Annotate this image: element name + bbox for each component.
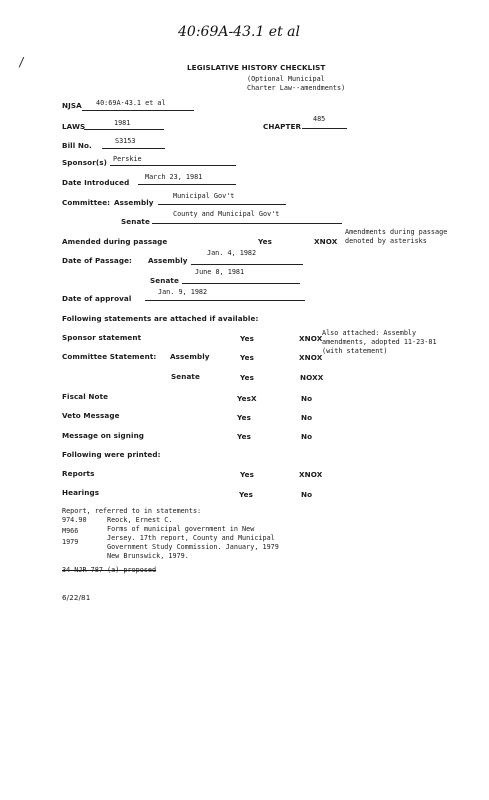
call-number-1: 974.90 <box>62 516 87 524</box>
njsa-value: 40:69A-43.1 et al <box>96 99 166 107</box>
amended-note-2: denoted by asterisks <box>345 237 427 245</box>
committee-label: Committee: <box>62 198 111 207</box>
veto-message-no: No <box>301 413 313 422</box>
fiscal-note-no: No <box>301 394 313 403</box>
signing-message-label: Message on signing <box>62 431 145 440</box>
approval-label: Date of approval <box>62 294 132 303</box>
sponsor-statement-no: XNOX <box>299 334 323 343</box>
veto-message-yes: Yes <box>237 413 251 422</box>
date-introduced-value: March 23, 1981 <box>145 173 203 181</box>
committee-assembly-underline <box>158 204 286 205</box>
amended-label: Amended during passage <box>62 237 168 246</box>
citation-line-5: New Brunswick, 1979. <box>107 552 189 560</box>
printed-header: Following were printed: <box>62 450 161 459</box>
margin-mark: / <box>18 55 26 69</box>
committee-statement-senate-label: Senate <box>171 372 200 381</box>
page-title: LEGISLATIVE HISTORY CHECKLIST <box>187 63 326 72</box>
passage-assembly-value: Jan. 4, 1982 <box>207 249 257 257</box>
date-introduced-label: Date Introduced <box>62 178 130 187</box>
committee-senate-value: County and Municipal Gov't <box>173 210 280 218</box>
citation-line-2: Forms of municipal government in New <box>107 525 255 533</box>
citation-line-1: Reock, Ernest C. <box>107 516 173 524</box>
laws-label: LAWS <box>62 122 86 131</box>
also-attached-2: amendments, adopted 11-23-81 <box>322 338 437 346</box>
signing-message-no: No <box>301 432 313 441</box>
committee-statement-assembly-label: Assembly <box>170 352 210 361</box>
reports-no: XNOX <box>299 470 323 479</box>
bill-value: S3153 <box>115 137 136 145</box>
reports-yes: Yes <box>240 470 254 479</box>
also-attached-3: (with statement) <box>322 347 388 355</box>
committee-senate-underline <box>152 223 342 224</box>
committee-statement-senate-no: NOXX <box>300 373 324 382</box>
sponsor-underline <box>110 165 236 166</box>
statements-header: Following statements are attached if available: <box>62 314 259 323</box>
sponsor-statement-yes: Yes <box>240 334 254 343</box>
date-introduced-underline <box>138 184 236 185</box>
passage-senate-label: Senate <box>150 276 179 285</box>
sponsor-statement-label: Sponsor statement <box>62 333 142 342</box>
committee-senate-label: Senate <box>121 217 150 226</box>
fiscal-note-label: Fiscal Note <box>62 392 109 401</box>
call-number-3: 1979 <box>62 538 79 546</box>
committee-statement-senate-yes: Yes <box>240 373 254 382</box>
committee-statement-label: Committee Statement: <box>62 352 157 361</box>
hearings-label: Hearings <box>62 488 100 497</box>
chapter-value: 485 <box>313 115 326 123</box>
citation-line-4: Government Study Commission. January, 1979 <box>107 543 279 551</box>
sponsor-value: Perskie <box>113 155 142 163</box>
veto-message-label: Veto Message <box>62 411 120 420</box>
amended-no: XNOX <box>314 237 338 246</box>
bill-label: Bill No. <box>62 141 92 150</box>
date-passage-label: Date of Passage: <box>62 256 133 265</box>
also-attached-1: Also attached: Assembly <box>322 329 417 337</box>
fiscal-note-yes: YesX <box>237 394 257 403</box>
passage-senate-value: June 8, 1981 <box>195 268 245 276</box>
call-number-2: M966 <box>62 527 79 535</box>
report-intro: Report, referred to in statements: <box>62 507 202 515</box>
njsa-label: NJSA <box>62 101 82 110</box>
approval-underline <box>145 300 305 301</box>
passage-senate-underline <box>182 283 300 284</box>
chapter-label: CHAPTER <box>263 122 302 131</box>
footer-date: 6/22/81 <box>62 593 91 602</box>
handwritten-statute-number: 40:69A-43.1 et al <box>178 24 300 40</box>
struck-citation: 34 NJR 787 (a) proposed <box>62 566 157 574</box>
njsa-underline <box>82 110 194 111</box>
citation-line-3: Jersey. 17th report, County and Municipal <box>107 534 275 542</box>
subtitle-line-2: Charter Law--amendments) <box>247 84 346 92</box>
amended-yes: Yes <box>258 237 272 246</box>
hearings-no: No <box>301 490 313 499</box>
committee-statement-assembly-yes: Yes <box>240 353 254 362</box>
bill-underline <box>102 148 165 149</box>
subtitle-line-1: (Optional Municipal <box>247 75 325 83</box>
passage-assembly-label: Assembly <box>148 256 188 265</box>
reports-label: Reports <box>62 469 95 478</box>
committee-assembly-value: Municipal Gov't <box>173 192 235 200</box>
laws-underline <box>84 129 164 130</box>
sponsor-label: Sponsor(s) <box>62 158 107 167</box>
laws-value: 1981 <box>114 119 131 127</box>
amended-note-1: Amendments during passage <box>345 228 448 236</box>
signing-message-yes: Yes <box>237 432 251 441</box>
chapter-underline <box>302 128 347 129</box>
committee-statement-assembly-no: XNOX <box>299 353 323 362</box>
hearings-yes: Yes <box>239 490 253 499</box>
committee-assembly-label: Assembly <box>114 198 154 207</box>
passage-assembly-underline <box>191 264 303 265</box>
approval-value: Jan. 9, 1982 <box>158 288 208 296</box>
